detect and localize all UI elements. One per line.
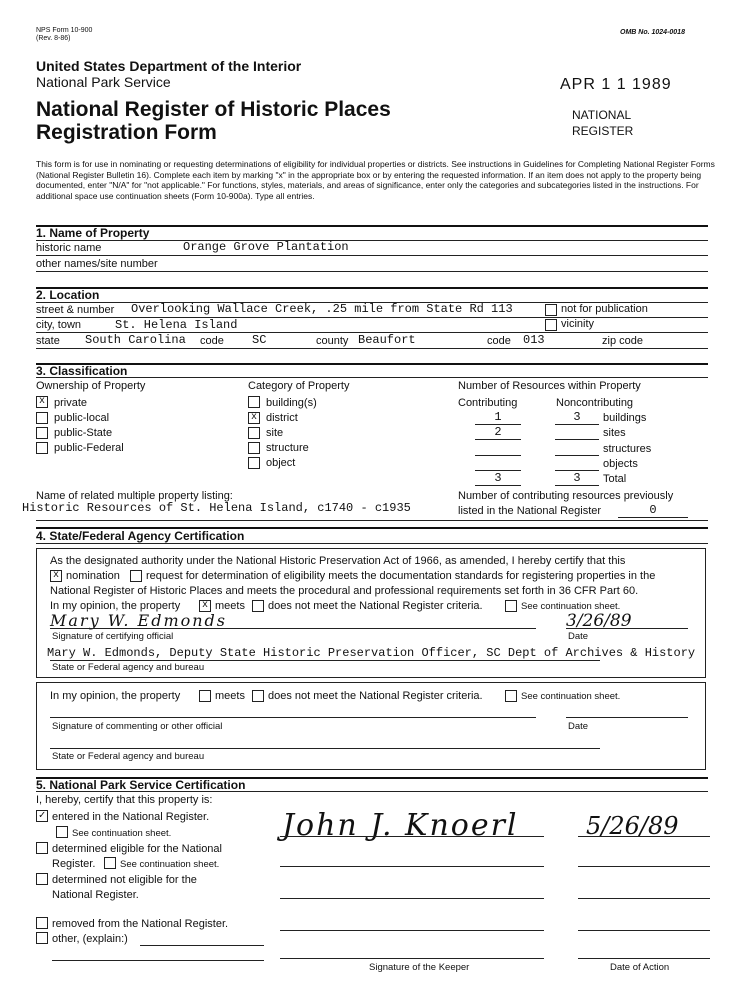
does-not-meet-label: does not meet the National Register criteria. (268, 600, 483, 612)
certification-paragraph-1: As the designated authority under the National Historic Preservation Act of 1966, as amended, I hereby certify that this (50, 555, 626, 567)
vicinity-label: vicinity (561, 318, 595, 330)
buildings-label: buildings (603, 412, 647, 424)
category-structure-label: structure (266, 442, 309, 454)
state-label: state (36, 335, 60, 347)
agency-label: State or Federal agency and bureau (52, 662, 205, 673)
stamp-national: NATIONAL (572, 108, 632, 122)
agency-label-2: State or Federal agency and bureau (52, 751, 205, 762)
date-label: Date (568, 631, 589, 642)
not-eligible-checkbox[interactable] (36, 873, 48, 885)
category-site-checkbox[interactable] (248, 427, 260, 439)
contributing-sites[interactable]: 2 (475, 425, 521, 440)
city-value[interactable]: St. Helena Island (115, 318, 238, 332)
stamp-register: REGISTER (572, 124, 634, 138)
category-district-label: district (266, 412, 298, 424)
section-1-title: 1. Name of Property (36, 226, 150, 240)
noncontributing-objects[interactable] (555, 456, 599, 471)
commenting-official-label: Signature of commenting or other official (52, 721, 223, 732)
ownership-public-state-label: public-State (54, 427, 113, 439)
continuation-checkbox-2[interactable] (505, 690, 517, 702)
nomination-checkbox[interactable]: x (50, 570, 62, 582)
category-heading: Category of Property (248, 380, 350, 392)
meets-label-2: meets (215, 690, 245, 702)
continuation-label-1: See continuation sheet. (521, 601, 621, 612)
objects-label: objects (603, 458, 638, 470)
section-5-title: 5. National Park Service Certification (36, 778, 246, 792)
form-title-line2: Registration Form (36, 121, 217, 144)
does-not-meet-checkbox-2[interactable] (252, 690, 264, 702)
contributing-total[interactable]: 3 (475, 471, 521, 486)
form-number: NPS Form 10-900 (36, 27, 93, 34)
does-not-meet-checkbox[interactable] (252, 600, 264, 612)
eligible-label-2: Register. (52, 858, 96, 870)
section-2-title: 2. Location (36, 288, 100, 302)
action-date-value: 5/26/89 (586, 812, 679, 840)
ownership-public-federal-label: public-Federal (54, 442, 124, 454)
related-listing-value[interactable]: Historic Resources of St. Helena Island, c1740 - c1935 (22, 501, 411, 515)
contributing-buildings[interactable]: 1 (475, 410, 521, 425)
meets-checkbox-2[interactable] (199, 690, 211, 702)
certification-paragraph-3: National Register of Historic Places and meets the procedural and professional requirements set forth in 36 CFR Part 60. (50, 585, 639, 597)
county-code-value[interactable]: 013 (523, 333, 545, 347)
not-for-publication-checkbox[interactable] (545, 304, 557, 316)
category-object-checkbox[interactable] (248, 457, 260, 469)
entered-label: entered in the National Register. (52, 811, 210, 823)
removed-label: removed from the National Register. (52, 918, 229, 930)
nps-intro: I, hereby, certify that this property is: (36, 794, 213, 806)
meets-label: meets (215, 600, 245, 612)
date-of-action-label: Date of Action (610, 962, 670, 973)
continuation-checkbox-1[interactable] (505, 600, 517, 612)
ownership-public-federal-checkbox[interactable] (36, 442, 48, 454)
eligible-continuation-label: See continuation sheet. (120, 859, 220, 870)
entered-checkbox[interactable]: ✓ (36, 810, 48, 822)
nomination-label: nomination (66, 570, 120, 582)
street-label: street & number (36, 304, 115, 316)
eligible-label-1: determined eligible for the National (52, 843, 222, 855)
previously-listed-label-1: Number of contributing resources previously (458, 490, 674, 502)
opinion-label: In my opinion, the property (50, 600, 181, 612)
not-eligible-label-1: determined not eligible for the (52, 874, 197, 886)
ownership-heading: Ownership of Property (36, 380, 146, 392)
category-buildings-label: building(s) (266, 397, 317, 409)
noncontributing-total[interactable]: 3 (555, 471, 599, 486)
category-site-label: site (266, 427, 284, 439)
state-code-label: code (200, 335, 224, 347)
continuation-label-2: See continuation sheet. (521, 691, 621, 702)
entered-continuation-checkbox[interactable] (56, 826, 68, 838)
category-district-checkbox[interactable]: x (248, 412, 260, 424)
noncontributing-sites[interactable] (555, 425, 599, 440)
street-value[interactable]: Overlooking Wallace Creek, .25 mile from State Rd 113 (131, 302, 513, 316)
certifying-date: 3/26/89 (566, 611, 632, 631)
form-revision: (Rev. 8-86) (36, 35, 71, 42)
form-title-line1: National Register of Historic Places (36, 98, 391, 121)
eligible-continuation-checkbox[interactable] (104, 857, 116, 869)
department-heading: United States Department of the Interior (36, 58, 302, 74)
contributing-heading: Contributing (458, 397, 518, 409)
state-value[interactable]: South Carolina (85, 333, 186, 347)
vicinity-checkbox[interactable] (545, 319, 557, 331)
county-code-label: code (487, 335, 511, 347)
state-code-value[interactable]: SC (252, 333, 267, 347)
previously-listed-label-2: listed in the National Register (458, 505, 602, 517)
not-for-publication-label: not for publication (561, 303, 648, 315)
contributing-structures[interactable] (475, 441, 521, 456)
noncontributing-buildings[interactable]: 3 (555, 410, 599, 425)
entered-continuation-label: See continuation sheet. (72, 828, 172, 839)
ownership-public-state-checkbox[interactable] (36, 427, 48, 439)
ownership-public-local-checkbox[interactable] (36, 412, 48, 424)
certifying-signature: Mary W. Edmonds (50, 611, 227, 630)
request-checkbox[interactable] (130, 570, 142, 582)
meets-checkbox[interactable]: x (199, 600, 211, 612)
category-buildings-checkbox[interactable] (248, 396, 260, 408)
date-label-2: Date (568, 721, 589, 732)
certification-paragraph-2: request for determination of eligibility meets the documentation standards for registering properties in the (146, 570, 656, 582)
noncontributing-heading: Noncontributing (556, 397, 634, 409)
sites-label: sites (603, 427, 626, 439)
previously-listed-value[interactable]: 0 (618, 503, 688, 518)
noncontributing-structures[interactable] (555, 441, 599, 456)
keeper-signature: John J. Knoerl (282, 808, 519, 843)
received-date-stamp: APR 1 1 1989 (560, 76, 672, 93)
eligible-checkbox[interactable] (36, 842, 48, 854)
contributing-objects[interactable] (475, 456, 521, 471)
agency-value[interactable]: Mary W. Edmonds, Deputy State Historic Preservation Officer, SC Dept of Archives & History (47, 646, 696, 660)
historic-name-value[interactable]: Orange Grove Plantation (183, 240, 349, 254)
structures-label: structures (603, 443, 652, 455)
zip-code-label: zip code (602, 335, 643, 347)
instructions-paragraph: This form is for use in nominating or requesting determinations of eligibility for individual properties or districts. See instructions in Guidelines for Completing National Register Forms (National Register Bulletin 16). Complete each item by marking "x" in the appropriate box or by entering the requested information. If an item does not apply to the property being documented, enter "N/A" for "not applicable." For functions, styles, materials, and areas of significance, enter only the categories and subcategories listed in the instructions. For additional space use continuation sheets (Form 10-900a). Type all entries. (36, 159, 715, 201)
keeper-signature-label: Signature of the Keeper (369, 962, 470, 973)
ownership-public-local-label: public-local (54, 412, 110, 424)
does-not-meet-label-2: does not meet the National Register criteria. (268, 690, 483, 702)
county-label: county (316, 335, 349, 347)
county-value[interactable]: Beaufort (358, 333, 416, 347)
total-label: Total (603, 473, 627, 485)
other-checkbox[interactable] (36, 932, 48, 944)
resources-heading: Number of Resources within Property (458, 380, 641, 392)
not-eligible-label-2: National Register. (52, 889, 139, 901)
service-heading: National Park Service (36, 74, 171, 90)
section-3-title: 3. Classification (36, 364, 128, 378)
ownership-private-checkbox[interactable]: x (36, 396, 48, 408)
category-object-label: object (266, 457, 296, 469)
ownership-private-label: private (54, 397, 88, 409)
section-4-title: 4. State/Federal Agency Certification (36, 529, 245, 543)
other-label: other, (explain:) (52, 933, 128, 945)
removed-checkbox[interactable] (36, 917, 48, 929)
category-structure-checkbox[interactable] (248, 442, 260, 454)
omb-number: OMB No. 1024-0018 (620, 29, 685, 36)
related-listing-label: Name of related multiple property listing: (36, 490, 233, 502)
other-names-label: other names/site number (36, 258, 158, 270)
historic-name-label: historic name (36, 242, 102, 254)
city-label: city, town (36, 319, 82, 331)
opinion-label-2: In my opinion, the property (50, 690, 181, 702)
signature-official-label: Signature of certifying official (52, 631, 174, 642)
